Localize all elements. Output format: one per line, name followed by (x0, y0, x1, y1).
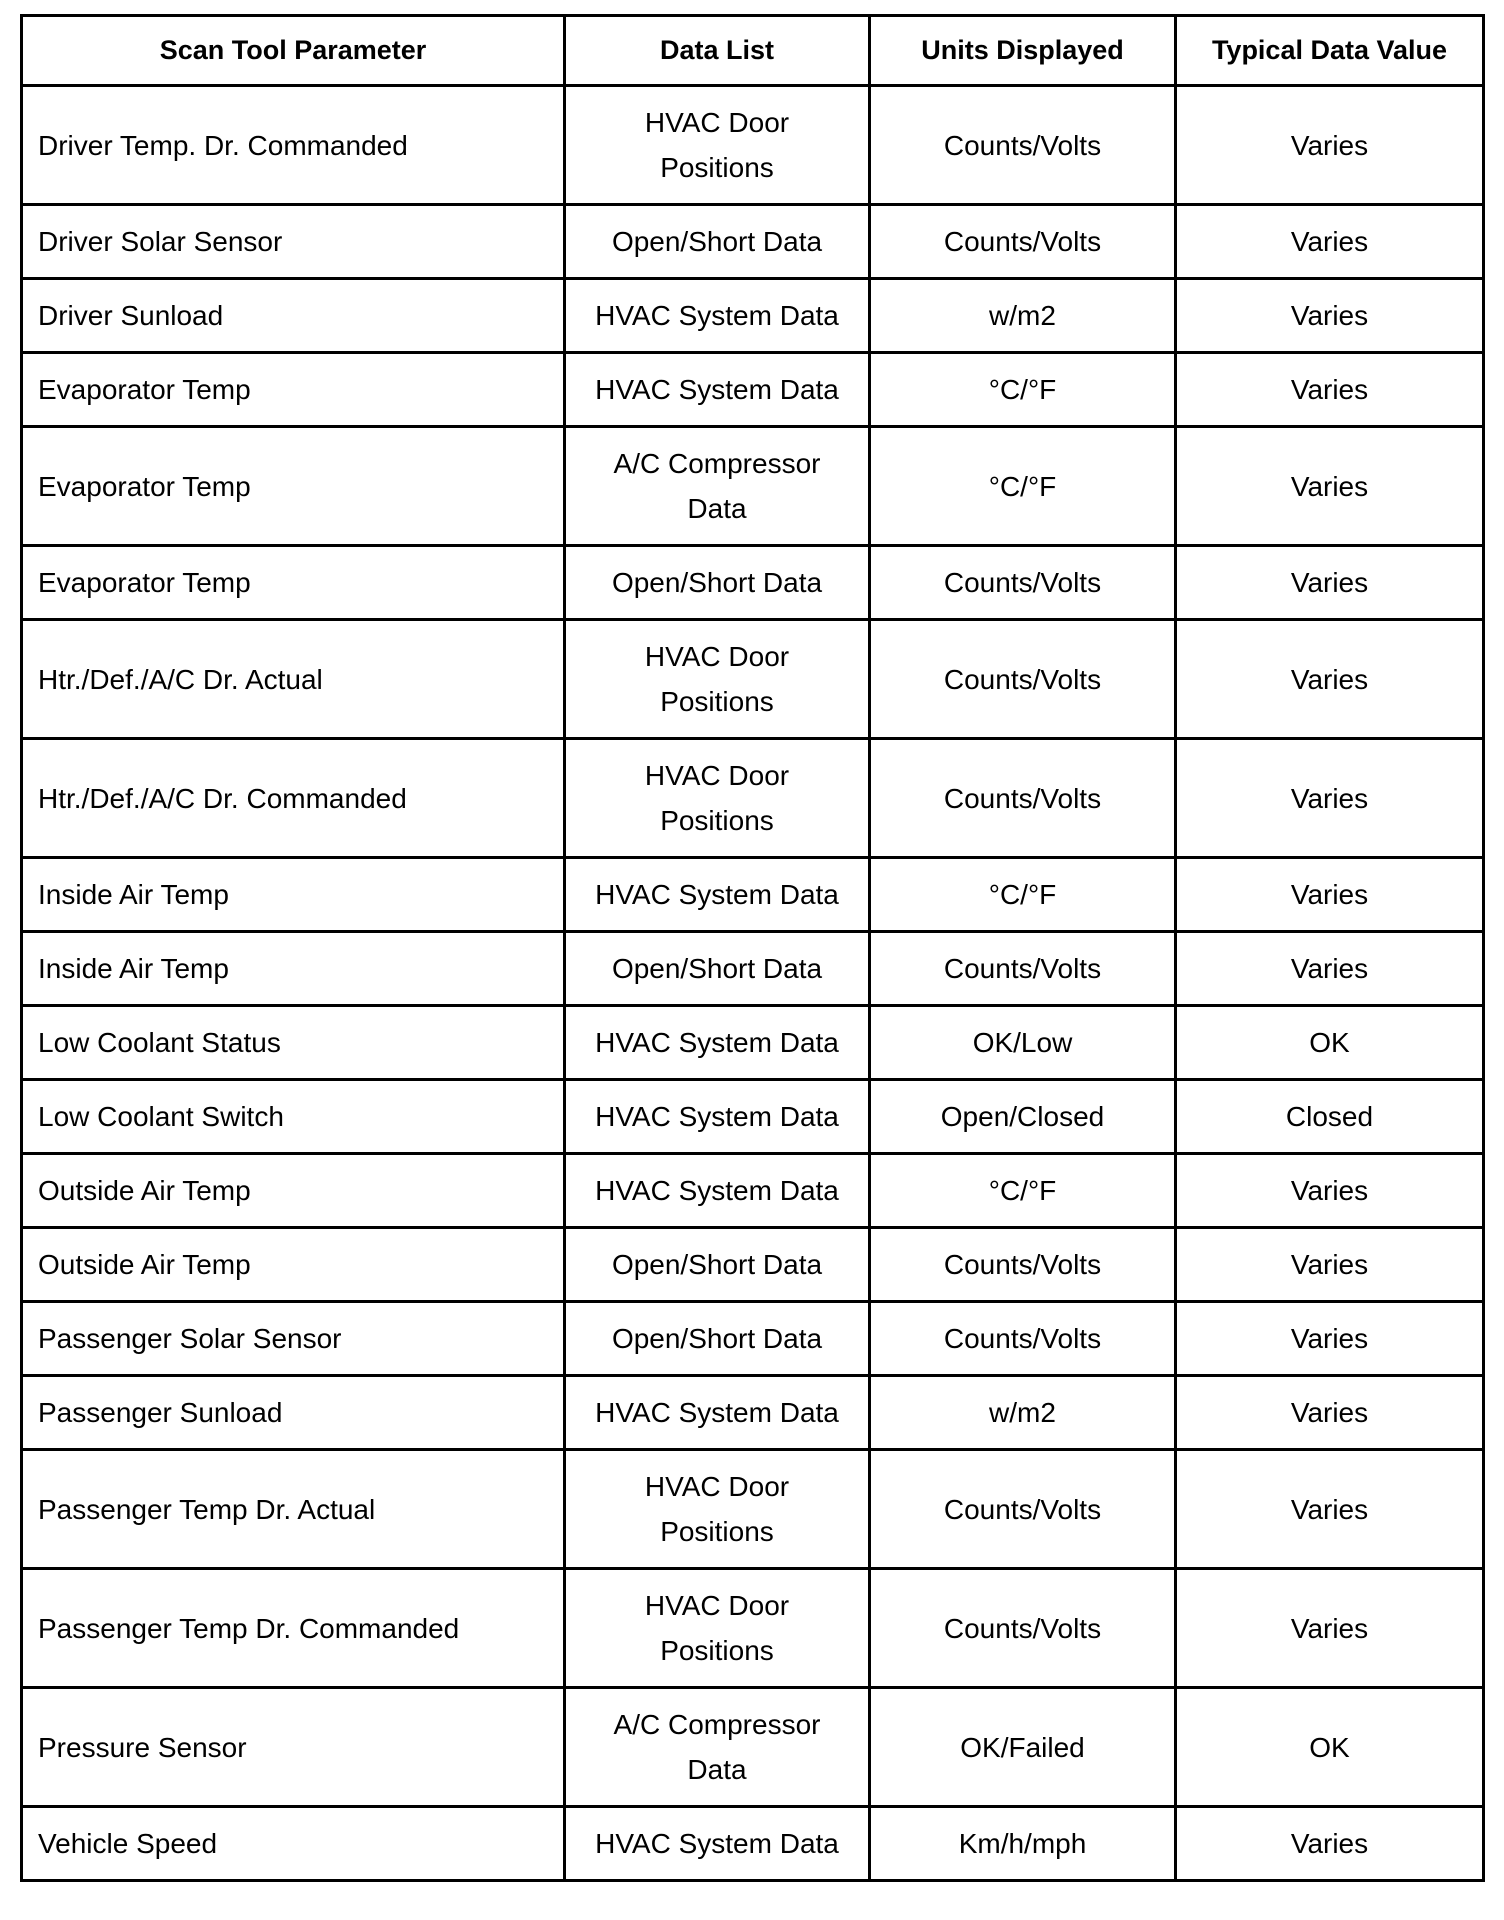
cell-data-list (565, 1228, 870, 1302)
cell-units-displayed (870, 739, 1176, 858)
cell-units-displayed-text: Counts/Volts (943, 1323, 1102, 1354)
cell-units-displayed (870, 279, 1176, 353)
cell-data-list-text: HVAC System Data (595, 1101, 839, 1132)
cell-units-displayed-text: Counts/Volts (943, 1249, 1102, 1280)
cell-data-list-text: A/C Compressor Data (613, 448, 821, 524)
table-row (22, 858, 1484, 932)
cell-parameter-text: Outside Air Temp (38, 1249, 251, 1280)
cell-data-list (565, 86, 870, 205)
header-scan-tool-parameter: Scan Tool Parameter (22, 16, 565, 86)
cell-parameter-text: Evaporator Temp (38, 470, 251, 502)
cell-parameter (22, 1807, 565, 1881)
cell-data-list-text: HVAC Door Positions (644, 107, 790, 183)
cell-units-displayed (870, 1376, 1176, 1450)
cell-data-list (565, 546, 870, 620)
cell-data-list-text: Open/Short Data (611, 953, 823, 984)
cell-typical-data-value (1176, 1302, 1484, 1376)
cell-data-list-text: HVAC Door Positions (644, 1590, 790, 1666)
table-row (22, 1807, 1484, 1881)
cell-parameter-text: Passenger Temp Dr. Commanded (38, 1612, 460, 1644)
cell-units-displayed (870, 1569, 1176, 1688)
cell-data-list (565, 1006, 870, 1080)
cell-typical-data-value-text: Varies (1290, 1397, 1369, 1428)
cell-units-displayed-text: Counts/Volts (943, 1612, 1102, 1644)
cell-units-displayed (870, 1080, 1176, 1154)
cell-typical-data-value-text: Varies (1290, 663, 1369, 695)
table-row (22, 353, 1484, 427)
cell-data-list-text: HVAC System Data (595, 374, 839, 405)
cell-units-displayed (870, 1807, 1176, 1881)
cell-units-displayed-text: °C/°F (988, 374, 1057, 405)
cell-typical-data-value-text: Varies (1290, 226, 1369, 257)
cell-data-list-text: Open/Short Data (611, 1323, 823, 1354)
cell-units-displayed-text: OK/Low (972, 1027, 1073, 1058)
cell-data-list (565, 739, 870, 858)
cell-data-list-text: HVAC System Data (595, 300, 839, 331)
cell-parameter (22, 1688, 565, 1807)
table-row (22, 86, 1484, 205)
cell-parameter (22, 1450, 565, 1569)
cell-units-displayed-text: Counts/Volts (943, 953, 1102, 984)
cell-parameter (22, 279, 565, 353)
cell-typical-data-value (1176, 1080, 1484, 1154)
cell-parameter (22, 739, 565, 858)
cell-data-list (565, 205, 870, 279)
cell-parameter (22, 1376, 565, 1450)
cell-parameter-text: Passenger Sunload (38, 1397, 283, 1428)
cell-typical-data-value (1176, 620, 1484, 739)
header-data-list: Data List (565, 16, 870, 86)
cell-typical-data-value-text: Varies (1290, 300, 1369, 331)
cell-units-displayed (870, 620, 1176, 739)
cell-units-displayed (870, 1688, 1176, 1807)
table-row (22, 1450, 1484, 1569)
cell-typical-data-value (1176, 932, 1484, 1006)
header-row (22, 16, 1484, 86)
cell-parameter-text: Driver Temp. Dr. Commanded (38, 129, 408, 161)
cell-data-list-text: HVAC System Data (595, 1175, 839, 1206)
table-row (22, 279, 1484, 353)
cell-typical-data-value (1176, 1807, 1484, 1881)
cell-data-list (565, 1080, 870, 1154)
cell-units-displayed (870, 546, 1176, 620)
cell-parameter-text: Driver Sunload (38, 300, 224, 331)
cell-typical-data-value (1176, 858, 1484, 932)
cell-typical-data-value (1176, 1569, 1484, 1688)
cell-typical-data-value (1176, 1450, 1484, 1569)
cell-typical-data-value-text: Varies (1290, 374, 1369, 405)
cell-parameter-text: Driver Solar Sensor (38, 226, 283, 257)
cell-units-displayed (870, 932, 1176, 1006)
cell-data-list (565, 427, 870, 546)
cell-data-list-text: Open/Short Data (611, 567, 823, 598)
table-row (22, 1154, 1484, 1228)
cell-parameter (22, 1228, 565, 1302)
cell-data-list (565, 1376, 870, 1450)
table-row (22, 739, 1484, 858)
cell-typical-data-value-text: Varies (1290, 470, 1369, 502)
cell-parameter-text: Outside Air Temp (38, 1175, 251, 1206)
cell-units-displayed-text: Counts/Volts (943, 1493, 1102, 1525)
cell-units-displayed (870, 1228, 1176, 1302)
cell-parameter-text: Passenger Temp Dr. Actual (38, 1493, 376, 1525)
cell-units-displayed (870, 1450, 1176, 1569)
cell-data-list (565, 620, 870, 739)
cell-data-list-text: HVAC System Data (595, 879, 839, 910)
cell-typical-data-value-text: Varies (1290, 782, 1369, 814)
cell-data-list (565, 353, 870, 427)
cell-parameter-text: Htr./Def./A/C Dr. Actual (38, 663, 323, 695)
cell-typical-data-value (1176, 1154, 1484, 1228)
table-row (22, 932, 1484, 1006)
cell-typical-data-value-text: Varies (1290, 1828, 1369, 1859)
table-row (22, 1228, 1484, 1302)
cell-typical-data-value (1176, 427, 1484, 546)
cell-data-list-text: HVAC System Data (595, 1397, 839, 1428)
cell-data-list-text: HVAC Door Positions (644, 760, 790, 836)
cell-parameter (22, 932, 565, 1006)
cell-parameter (22, 1154, 565, 1228)
cell-parameter-text: Low Coolant Status (38, 1027, 281, 1058)
cell-data-list (565, 1450, 870, 1569)
cell-parameter (22, 1080, 565, 1154)
cell-parameter-text: Evaporator Temp (38, 567, 251, 598)
cell-data-list (565, 932, 870, 1006)
table-row (22, 1080, 1484, 1154)
cell-typical-data-value-text: Varies (1290, 1493, 1369, 1525)
cell-typical-data-value (1176, 1228, 1484, 1302)
cell-units-displayed (870, 1006, 1176, 1080)
table-row (22, 1688, 1484, 1807)
cell-units-displayed-text: w/m2 (989, 300, 1056, 331)
cell-typical-data-value (1176, 739, 1484, 858)
cell-parameter (22, 86, 565, 205)
cell-typical-data-value (1176, 546, 1484, 620)
cell-units-displayed-text: Counts/Volts (943, 782, 1102, 814)
cell-parameter-text: Inside Air Temp (38, 953, 229, 984)
cell-data-list (565, 1154, 870, 1228)
cell-data-list-text: HVAC System Data (595, 1027, 839, 1058)
cell-units-displayed (870, 1302, 1176, 1376)
cell-parameter-text: Inside Air Temp (38, 879, 229, 910)
table-header (22, 16, 1484, 86)
cell-typical-data-value-text: Varies (1290, 1323, 1369, 1354)
cell-units-displayed-text: °C/°F (988, 470, 1057, 502)
cell-data-list-text: HVAC Door Positions (644, 1471, 790, 1547)
cell-parameter-text: Vehicle Speed (38, 1828, 218, 1859)
cell-units-displayed (870, 1154, 1176, 1228)
cell-typical-data-value (1176, 86, 1484, 205)
cell-parameter-text: Htr./Def./A/C Dr. Commanded (38, 782, 407, 814)
cell-data-list-text: HVAC System Data (595, 1828, 839, 1859)
table-row (22, 1376, 1484, 1450)
cell-units-displayed (870, 86, 1176, 205)
cell-data-list-text: Open/Short Data (611, 226, 823, 257)
cell-typical-data-value (1176, 1006, 1484, 1080)
cell-units-displayed-text: OK/Failed (960, 1731, 1085, 1763)
cell-units-displayed-text: Open/Closed (940, 1101, 1105, 1132)
cell-parameter-text: Evaporator Temp (38, 374, 251, 405)
table-row (22, 620, 1484, 739)
cell-parameter (22, 546, 565, 620)
table-row (22, 1006, 1484, 1080)
cell-typical-data-value-text: Varies (1290, 1175, 1369, 1206)
cell-parameter (22, 1006, 565, 1080)
cell-typical-data-value-text: Closed (1285, 1101, 1374, 1132)
cell-units-displayed-text: Counts/Volts (943, 567, 1102, 598)
table-body (22, 86, 1484, 1881)
cell-typical-data-value-text: Varies (1290, 1249, 1369, 1280)
cell-typical-data-value-text: Varies (1290, 129, 1369, 161)
cell-typical-data-value (1176, 1376, 1484, 1450)
cell-units-displayed-text: Counts/Volts (943, 226, 1102, 257)
cell-typical-data-value-text: OK (1309, 1027, 1350, 1058)
cell-parameter (22, 353, 565, 427)
cell-units-displayed-text: Counts/Volts (943, 663, 1102, 695)
cell-data-list-text: HVAC Door Positions (644, 641, 790, 717)
cell-parameter (22, 858, 565, 932)
cell-parameter-text: Pressure Sensor (38, 1731, 247, 1763)
cell-parameter (22, 620, 565, 739)
cell-typical-data-value-text: Varies (1290, 953, 1369, 984)
cell-typical-data-value-text: Varies (1290, 567, 1369, 598)
cell-units-displayed-text: Counts/Volts (943, 129, 1102, 161)
cell-data-list (565, 858, 870, 932)
cell-typical-data-value-text: Varies (1290, 1612, 1369, 1644)
cell-parameter (22, 1569, 565, 1688)
table-row (22, 427, 1484, 546)
cell-typical-data-value-text: Varies (1290, 879, 1369, 910)
cell-units-displayed-text: °C/°F (988, 1175, 1057, 1206)
table-row (22, 1302, 1484, 1376)
scan-tool-parameter-table (20, 14, 1485, 1882)
cell-units-displayed (870, 427, 1176, 546)
cell-data-list-text: A/C Compressor Data (613, 1709, 821, 1785)
table-row (22, 205, 1484, 279)
cell-parameter-text: Passenger Solar Sensor (38, 1323, 342, 1354)
cell-data-list (565, 1302, 870, 1376)
cell-typical-data-value (1176, 205, 1484, 279)
cell-units-displayed (870, 205, 1176, 279)
table-row (22, 1569, 1484, 1688)
cell-data-list-text: Open/Short Data (611, 1249, 823, 1280)
cell-units-displayed (870, 353, 1176, 427)
cell-parameter (22, 427, 565, 546)
cell-units-displayed-text: °C/°F (988, 879, 1057, 910)
table-row (22, 546, 1484, 620)
cell-data-list (565, 1807, 870, 1881)
cell-typical-data-value (1176, 279, 1484, 353)
cell-typical-data-value (1176, 353, 1484, 427)
cell-typical-data-value-text: OK (1309, 1731, 1350, 1763)
cell-parameter-text: Low Coolant Switch (38, 1101, 284, 1132)
cell-parameter (22, 205, 565, 279)
cell-data-list (565, 1688, 870, 1807)
cell-units-displayed-text: w/m2 (989, 1397, 1056, 1428)
header-typical-data-value: Typical Data Value (1176, 16, 1484, 86)
cell-units-displayed (870, 858, 1176, 932)
cell-data-list (565, 279, 870, 353)
cell-typical-data-value (1176, 1688, 1484, 1807)
cell-data-list (565, 1569, 870, 1688)
header-units-displayed: Units Displayed (870, 16, 1176, 86)
cell-units-displayed-text: Km/h/mph (958, 1828, 1087, 1859)
cell-parameter (22, 1302, 565, 1376)
